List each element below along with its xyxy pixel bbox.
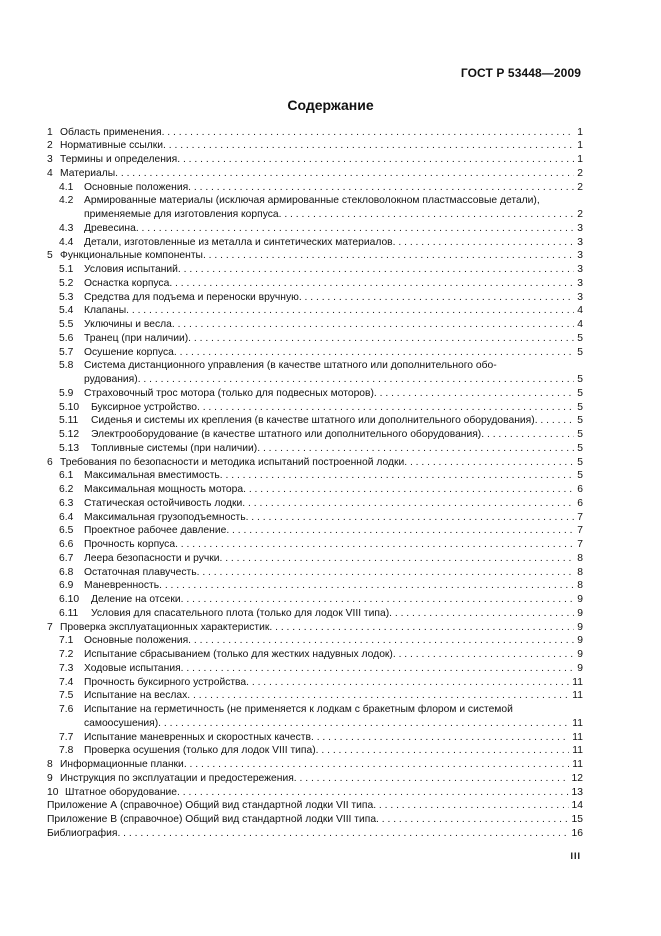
toc-entry-page: 5 xyxy=(574,414,583,428)
toc-entry-page: 9 xyxy=(574,607,583,621)
toc-entry-number: 4 xyxy=(47,167,53,179)
toc-entry-number: 5.10 xyxy=(59,401,80,413)
toc-entry-page: 7 xyxy=(574,511,583,525)
toc-entry-title: Сиденья и системы их крепления (в качестве штатного или дополнительного оборудования) xyxy=(91,415,535,427)
toc-entry-number: 5.1 xyxy=(59,264,74,275)
toc-entry-number: 4.4 xyxy=(59,236,74,248)
toc-entry-number: 7.3 xyxy=(59,662,74,674)
toc-entry-title: Нормативные ссылки xyxy=(60,140,164,152)
toc-entry-page: 11 xyxy=(569,731,583,745)
toc-entry-page: 1 xyxy=(574,153,583,167)
toc-entry-number: 5.11 xyxy=(59,415,79,427)
toc-entry[interactable] xyxy=(47,634,583,648)
toc-entry[interactable] xyxy=(47,249,583,263)
toc-entry-title: Максимальная мощность мотора xyxy=(84,484,244,495)
table-of-contents xyxy=(47,126,583,841)
toc-entry-page: 9 xyxy=(574,593,583,607)
toc-entry-number: 7 xyxy=(47,621,53,633)
toc-entry[interactable] xyxy=(47,263,583,277)
toc-entry[interactable] xyxy=(47,304,583,318)
toc-entry[interactable] xyxy=(47,538,583,552)
toc-entry-title: Основные положения xyxy=(84,181,189,193)
toc-entry-title: Статическая остойчивость лодки xyxy=(84,497,243,509)
toc-entry-title: Детали, изготовленные из металла и синтетических материалов xyxy=(84,236,393,248)
toc-entry-number: 6.6 xyxy=(59,539,74,550)
toc-entry-page: 8 xyxy=(574,579,583,593)
toc-entry-number: 5.8 xyxy=(59,360,74,372)
toc-entry[interactable] xyxy=(47,469,583,483)
toc-entry-page: 11 xyxy=(569,717,583,731)
toc-entry[interactable] xyxy=(47,401,583,415)
toc-entry-title: Информационные планки xyxy=(60,759,184,770)
toc-entry-title: Леера безопасности и ручки xyxy=(84,552,220,564)
toc-entry[interactable] xyxy=(47,126,583,140)
toc-entry-page: 14 xyxy=(569,799,583,813)
toc-entry-page: 15 xyxy=(569,813,583,827)
toc-entry-title: Проверка эксплуатационных характеристик xyxy=(60,621,270,633)
toc-entry-page: 3 xyxy=(574,236,583,250)
toc-entry-title: Испытание маневренных и скоростных качеств xyxy=(84,731,311,743)
toc-entry-title: Испытание на веслах xyxy=(84,690,188,702)
toc-entry-number: 4.1 xyxy=(59,181,74,193)
toc-entry-title: Материалы xyxy=(60,167,116,179)
toc-entry[interactable] xyxy=(47,387,583,401)
toc-entry-title: Оснастка корпуса xyxy=(84,277,170,289)
toc-entry-title: Приложение А (справочное) Общий вид стандартной лодки VII типа xyxy=(47,800,374,812)
toc-entry[interactable] xyxy=(47,676,583,690)
toc-entry-number: 7.6 xyxy=(59,704,74,715)
toc-entry-page: 11 xyxy=(569,676,583,690)
toc-entry-page: 6 xyxy=(574,483,583,497)
toc-entry-title: Библиография xyxy=(47,827,118,839)
toc-entry-number: 4.3 xyxy=(59,222,74,234)
toc-entry[interactable] xyxy=(47,593,583,607)
toc-entry[interactable] xyxy=(47,689,583,703)
toc-entry-title: Приложение В (справочное) Общий вид стандартной лодки VIII типа xyxy=(47,814,377,825)
toc-entry-page: 7 xyxy=(574,524,583,538)
toc-entry[interactable] xyxy=(47,827,583,841)
toc-entry-number: 10 xyxy=(47,786,59,798)
toc-entry[interactable] xyxy=(47,772,583,786)
toc-entry-title: Уключины и весла xyxy=(84,319,172,330)
toc-entry-title: Маневренность xyxy=(84,580,160,592)
toc-entry-title: Функциональные компоненты xyxy=(60,250,203,262)
toc-entry-number: 6.11 xyxy=(59,607,79,619)
toc-entry-number: 4.2 xyxy=(59,195,74,207)
toc-entry-number: 2 xyxy=(47,140,53,152)
toc-entry-title: Буксирное устройство xyxy=(91,401,197,413)
toc-entry[interactable] xyxy=(47,208,583,222)
toc-entry-number: 5.12 xyxy=(59,429,80,440)
toc-entry-title: рудования) xyxy=(84,374,138,385)
toc-entry-page: 3 xyxy=(574,291,583,305)
toc-entry-number: 6.5 xyxy=(59,525,74,537)
toc-entry-title: Прочность буксирного устройства xyxy=(84,676,247,688)
toc-entry-page: 5 xyxy=(574,346,583,360)
toc-entry[interactable] xyxy=(47,167,583,181)
toc-entry-title: самоосушения) xyxy=(84,717,159,729)
toc-entry-page: 16 xyxy=(569,827,583,841)
toc-entry[interactable] xyxy=(47,139,583,153)
toc-entry-title: Требования по безопасности и методика испытаний построенной лодки xyxy=(60,456,405,468)
toc-entry-number: 7.2 xyxy=(59,649,74,660)
toc-entry-page: 5 xyxy=(574,373,583,387)
toc-entry-page: 1 xyxy=(574,126,583,140)
toc-entry-title: Штатное оборудование xyxy=(65,786,178,798)
toc-entry[interactable] xyxy=(47,442,583,456)
toc-entry[interactable] xyxy=(47,373,583,387)
toc-entry-page: 9 xyxy=(574,634,583,648)
toc-entry[interactable] xyxy=(47,194,583,208)
toc-entry-page: 11 xyxy=(569,758,583,772)
toc-entry[interactable] xyxy=(47,483,583,497)
toc-entry[interactable] xyxy=(47,428,583,442)
toc-entry-page: 12 xyxy=(569,772,583,786)
toc-entry-page: 9 xyxy=(574,648,583,662)
toc-entry-title: Прочность корпуса xyxy=(84,539,176,550)
toc-entry[interactable] xyxy=(47,799,583,813)
toc-entry[interactable] xyxy=(47,744,583,758)
toc-entry-number: 5.9 xyxy=(59,387,74,399)
toc-entry-title: Проверка осушения (только для лодок VIII типа) xyxy=(84,745,316,757)
toc-entry[interactable] xyxy=(47,648,583,662)
toc-entry-title: Клапаны xyxy=(84,305,127,317)
toc-entry-page: 4 xyxy=(574,304,583,318)
toc-entry-title: Термины и определения xyxy=(60,154,178,165)
toc-entry-page: 5 xyxy=(574,442,583,456)
toc-entry-page: 5 xyxy=(574,332,583,346)
toc-entry[interactable] xyxy=(47,524,583,538)
toc-entry-page: 9 xyxy=(574,662,583,676)
toc-entry-page: 8 xyxy=(574,566,583,580)
toc-entry-number: 1 xyxy=(47,126,53,138)
toc-entry-title: Проектное рабочее давление xyxy=(84,525,227,537)
toc-entry-title: Условия для спасательного плота (только для лодок VIII типа) xyxy=(91,607,390,619)
toc-entry-page: 4 xyxy=(574,318,583,332)
toc-entry-page: 9 xyxy=(574,621,583,635)
toc-entry-page: 11 xyxy=(569,744,583,758)
toc-entry[interactable] xyxy=(47,662,583,676)
toc-entry-number: 8 xyxy=(47,759,53,770)
toc-entry[interactable] xyxy=(47,332,583,346)
toc-entry[interactable] xyxy=(47,786,583,800)
toc-entry-title: Максимальная вместимость xyxy=(84,470,220,482)
toc-entry[interactable] xyxy=(47,731,583,745)
toc-entry-number: 6 xyxy=(47,456,53,468)
toc-entry-number: 5.7 xyxy=(59,346,74,358)
toc-entry-title: Древесина xyxy=(84,222,136,234)
toc-entry[interactable] xyxy=(47,621,583,635)
toc-entry-number: 7.8 xyxy=(59,745,74,757)
toc-entry-page: 3 xyxy=(574,263,583,277)
toc-entry-number: 6.2 xyxy=(59,484,74,495)
toc-entry-page: 8 xyxy=(574,552,583,566)
toc-entry-page: 5 xyxy=(574,469,583,483)
toc-entry-page: 7 xyxy=(574,538,583,552)
toc-entry-page: 3 xyxy=(574,277,583,291)
toc-entry-title: Испытание на герметичность (не применяется к лодкам с бракетным флором и системой xyxy=(84,704,513,715)
toc-entry-number: 3 xyxy=(47,154,53,165)
toc-entry-page: 2 xyxy=(574,167,583,181)
toc-entry-title: Армированные материалы (исключая армированные стекловолокном пластмассовые детали), xyxy=(84,195,540,207)
toc-entry-page: 5 xyxy=(574,387,583,401)
toc-entry-title: Осушение корпуса xyxy=(84,346,174,358)
toc-entry-number: 7.7 xyxy=(59,731,74,743)
toc-entry-title: Деление на отсеки xyxy=(91,594,181,605)
toc-entry-number: 6.9 xyxy=(59,580,74,592)
toc-entry[interactable] xyxy=(47,236,583,250)
toc-entry-number: 6.10 xyxy=(59,594,80,605)
toc-entry-title: применяемые для изготовления корпуса xyxy=(84,209,279,220)
toc-entry-number: 6.4 xyxy=(59,511,74,523)
toc-entry-title: Максимальная грузоподъемность xyxy=(84,511,246,523)
toc-entry-number: 5.5 xyxy=(59,319,74,330)
toc-entry[interactable] xyxy=(47,566,583,580)
toc-entry-title: Основные положения xyxy=(84,635,189,647)
toc-entry[interactable] xyxy=(47,318,583,332)
toc-entry[interactable] xyxy=(47,181,583,195)
toc-entry-page: 5 xyxy=(574,428,583,442)
toc-entry-title: Электрооборудование (в качестве штатного или дополнительного оборудования) xyxy=(91,429,482,440)
toc-entry-title: Система дистанционного управления (в качестве штатного или дополнительного обо- xyxy=(84,360,497,372)
toc-entry[interactable] xyxy=(47,703,583,717)
toc-entry-number: 5.4 xyxy=(59,305,74,317)
toc-entry-page: 1 xyxy=(574,139,583,153)
toc-entry-title: Испытание сбрасыванием (только для жестких надувных лодок) xyxy=(84,649,393,660)
toc-entry-page: 5 xyxy=(574,456,583,470)
page-title: Содержание xyxy=(287,97,374,113)
toc-entry-title: Топливные системы (при наличии) xyxy=(91,442,258,454)
toc-entry-number: 5.2 xyxy=(59,277,74,289)
toc-entry-number: 9 xyxy=(47,772,53,784)
toc-entry[interactable] xyxy=(47,291,583,305)
toc-entry-page: 3 xyxy=(574,249,583,263)
toc-entry-number: 5.6 xyxy=(59,332,74,344)
toc-entry-page: 11 xyxy=(569,689,583,703)
toc-entry-number: 7.1 xyxy=(59,635,74,647)
toc-entry[interactable] xyxy=(47,511,583,525)
toc-entry-title: Инструкция по эксплуатации и предостережения xyxy=(60,772,294,784)
toc-entry-page: 6 xyxy=(574,497,583,511)
toc-entry[interactable] xyxy=(47,758,583,772)
toc-entry-number: 6.8 xyxy=(59,566,74,578)
toc-entry[interactable] xyxy=(47,346,583,360)
toc-entry-number: 7.5 xyxy=(59,690,74,702)
toc-entry-title: Транец (при наличии) xyxy=(84,332,189,344)
toc-entry[interactable] xyxy=(47,717,583,731)
toc-entry[interactable] xyxy=(47,579,583,593)
page-number: III xyxy=(570,851,581,861)
toc-entry[interactable] xyxy=(47,277,583,291)
toc-entry-number: 6.1 xyxy=(59,470,74,482)
toc-entry[interactable] xyxy=(47,607,583,621)
toc-entry[interactable] xyxy=(47,414,583,428)
toc-entry-title: Средства для подъема и переноски вручную xyxy=(84,291,299,303)
toc-entry[interactable] xyxy=(47,552,583,566)
toc-entry-number: 7.4 xyxy=(59,676,74,688)
toc-entry-title: Ходовые испытания xyxy=(84,662,181,674)
toc-entry-number: 6.3 xyxy=(59,497,74,509)
toc-entry[interactable] xyxy=(47,456,583,470)
toc-entry-page: 2 xyxy=(574,208,583,222)
toc-entry-title: Область применения xyxy=(60,126,162,138)
toc-entry-page: 5 xyxy=(574,401,583,415)
toc-entry-number: 5.13 xyxy=(59,442,80,454)
toc-entry[interactable] xyxy=(47,153,583,167)
toc-entry[interactable] xyxy=(47,813,583,827)
toc-entry-title: Страховочный трос мотора (только для подвесных моторов) xyxy=(84,387,374,399)
toc-entry-number: 5 xyxy=(47,250,53,262)
toc-entry-page: 3 xyxy=(574,222,583,236)
toc-entry-page: 2 xyxy=(574,181,583,195)
toc-entry-page: 13 xyxy=(569,786,583,800)
toc-entry-title: Остаточная плавучесть xyxy=(84,566,197,578)
toc-entry-number: 5.3 xyxy=(59,291,74,303)
toc-entry-title: Условия испытаний xyxy=(84,264,178,275)
document-code: ГОСТ Р 53448—2009 xyxy=(460,66,581,80)
toc-entry-number: 6.7 xyxy=(59,552,74,564)
toc-entry[interactable] xyxy=(47,222,583,236)
toc-entry[interactable] xyxy=(47,497,583,511)
toc-entry[interactable] xyxy=(47,359,583,373)
